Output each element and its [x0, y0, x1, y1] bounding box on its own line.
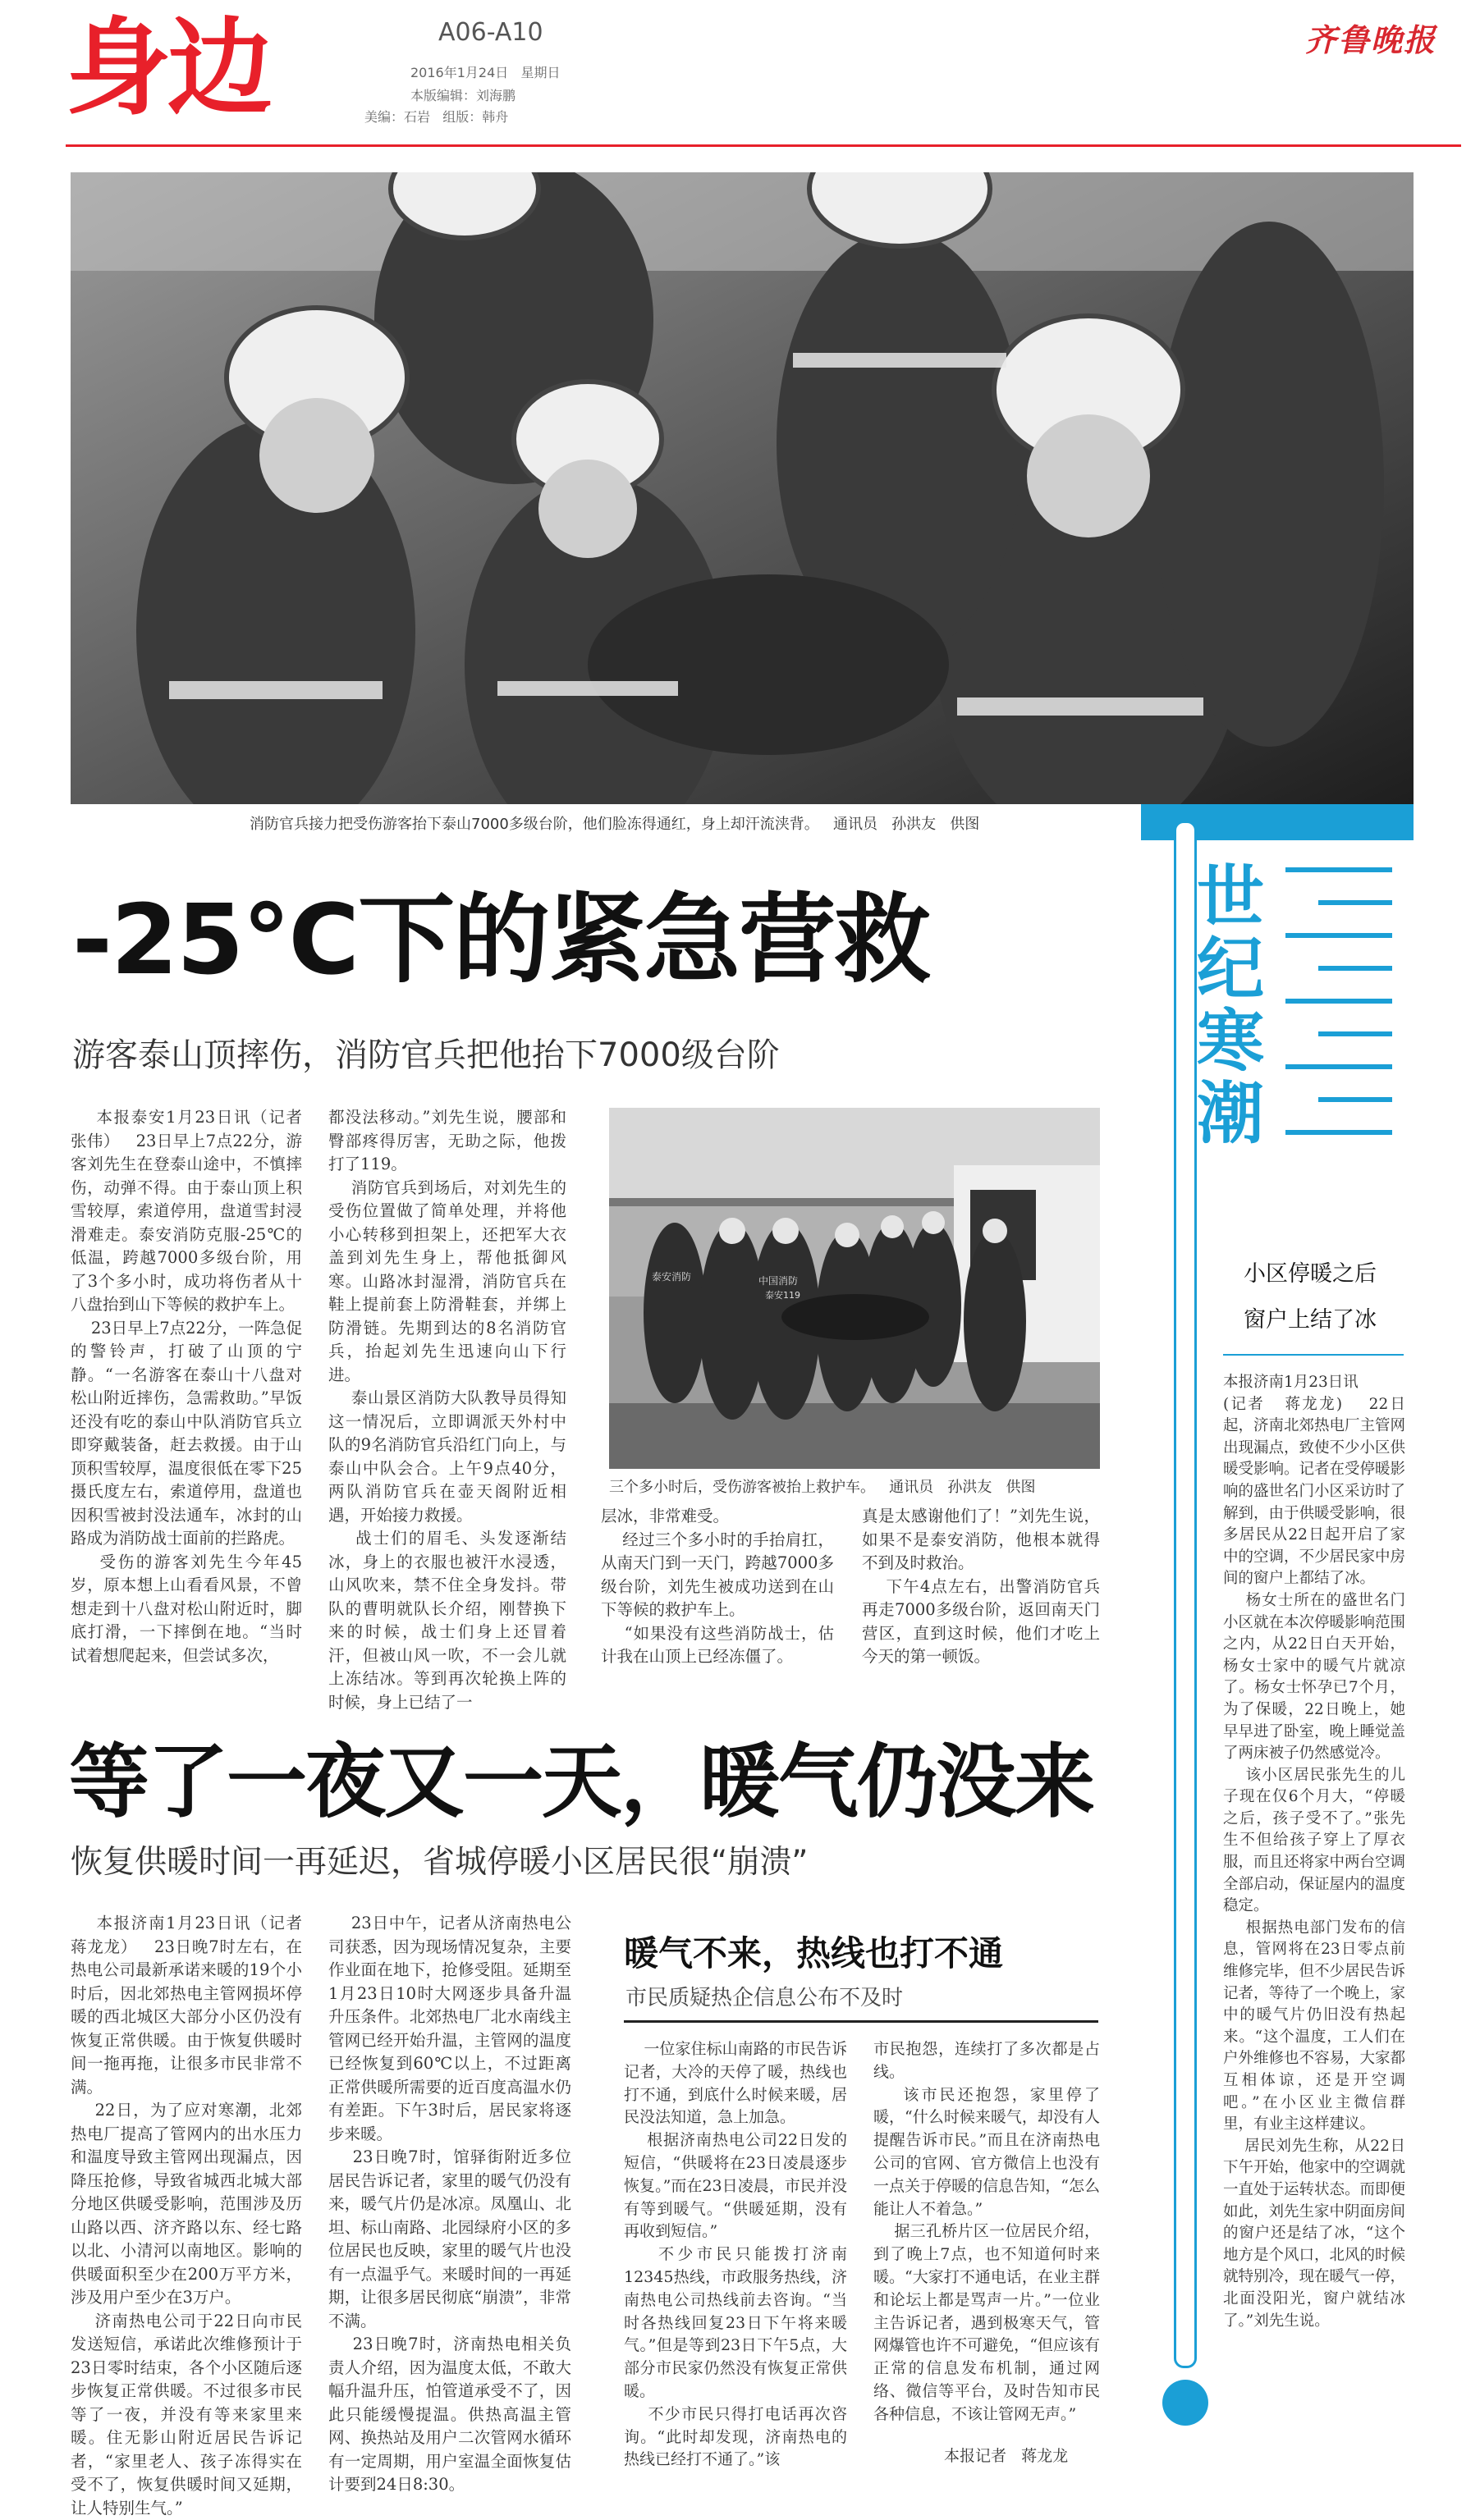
main-photo-caption: 消防官兵接力把受伤游客抬下泰山7000多级台阶，他们脸冻得通红，身上却汗流浃背。 通讯员 孙洪友 供图: [250, 816, 980, 833]
story2-col2: 23日中午，记者从济南热电公司获悉，因为现场情况复杂，主要作业面在地下，抢修受阻。延期至1月23日10时大网逐步具备升温升压条件。北郊热电厂北水南线主管网已经开始升温，主管网的温度已经恢复到60℃以上，不过距离正常供暖所需要的近百度高温水仍有差距。下午3时后，居民家将逐步来暖。 23日晚7时，馆驿街附近多位居民告诉记者，家里的暖气仍没有来，暖气片仍是冰凉。凤凰山、北坦、标山南路、北园绿府小区的多位居民也反映，家里的暖气片也没有一点温乎气。来暖时间的一再延期，让很多居民彻底“崩溃”，非常不满。 23日晚7时，济南热电相关负责人介绍，因为温度太低，不敢大幅升温升压，怕管道承受不了，因此只能缓慢提温。供热高温主管网、换热站及用户二次管网水循环有一定周期，用户室温全面恢复估计要到24日8:30。: [328, 1914, 571, 2494]
sidebar-body: 本报济南1月23日讯 (记者 蒋龙龙) 22日起，济南北郊热电厂主管网出现漏点，致使不少小区供暖受影响。记者在受停暖影响的盛世名门小区采访时了解到，由于供暖受影响，很多居民从22日起开启了家中的空调，不少居民家中房间的窗户上都结了冰。 杨女士所在的盛世名门小区就在本次停暖影响范围之内，从22日白天开始，杨女士家中的暖气片就凉了。杨女士怀孕已7个月，为了保暖，22日晚上，她早早进了卧室，晚上睡觉盖了两床被子仍然感觉冷。 该小区居民张先生的儿子现在仅6个月大，“停暖之后，孩子受不了。”张先生不但给孩子穿上了厚衣服，而且还将家中两台空调全部启动，保证屋内的温度稳定。 根据热电部门发布的信息，管网将在23日零点前维修完毕，但不少居民告诉记者，等待了一个晚上，家中的暖气片仍旧没有热起来。“这个温度，工人们在户外维修也不容易，大家都互相体谅，还是开空调吧。”在小区业主微信群里，有业主这样建议。 居民刘先生称，从22日下午开始，他家中的空调就一直处于运转状态。而即便如此，刘先生家中阴面房间的窗户还是结了冰，“这个地方是个风口，北风的时候就特别冷，现在暖气一停，北面没阳光，窗户就结冰了。”刘先生说。: [1223, 1374, 1406, 2330]
story2-col4: 市民抱怨，连续打了多次都是占线。 该市民还抱怨，家里停了暖，“什么时候来暖气，却没有人提醒告诉市民。”而且在济南热电公司的官网、官方微信上也没有一点关于停暖的信息告知，“怎么能让人不着急。” 据三孔桥片区一位居民介绍，到了晚上7点，也不知道何时来暖。“大家打不通电话，在业主群和论坛上都是骂声一片。”一位业主告诉记者，遇到极寒天气，管网爆管也许不可避免，“但应该有正常的信息发布机制，通过网络、微信等平台，及时告知市民各种信息，不该让管网无声。”: [873, 2040, 1100, 2423]
story2-sub-rule: [624, 2020, 1098, 2023]
ambulance-photo: [609, 1108, 1100, 1469]
story1-col2: 都没法移动。”刘先生说，腰部和臀部疼得厉害，无助之际，他拨打了119。 消防官兵到场后，对刘先生的受伤位置做了简单处理，并将他小心转移到担架上，还把军大衣盖到刘先生身上，帮他抵御风寒。山路冰封湿滑，消防官兵在鞋上提前套上防滑鞋套，并绑上防滑链。先期到达的8名消防官兵，抬起刘先生迅速向山下行进。 泰山景区消防大队教导员得知这一情况后，立即调派天外村中队的9名消防官兵沿红门向上，与泰山中队会合。上午9点40分，两队消防官兵在壶天阁附近相遇，开始接力救援。 战士们的眉毛、头发逐渐结冰，身上的衣服也被汗水浸透，山风吹来，禁不住全身发抖。带队的曹明就队长介绍，刚替换下来的时候，战士们身上还冒着汗，但被山风一吹，不一会儿就上冻结冰。等到再次轮换上阵的时候，身上已结了一: [328, 1108, 566, 1712]
page-range: A06-A10: [438, 18, 543, 47]
story2-sub-subhead: 市民质疑热企信息公布不及时: [625, 1986, 904, 2010]
series-title-char: 世: [1197, 858, 1265, 936]
firefighters-illustration: [71, 172, 1414, 804]
page-editor: 本版编辑：刘海鹏: [410, 88, 516, 103]
thermometer-scale: [1285, 862, 1400, 1157]
story1-subheadline: 游客泰山顶摔伤，消防官兵把他抬下7000级台阶: [72, 1036, 780, 1074]
sidebar-subhead: [1220, 1251, 1400, 1343]
story2-subheadline: 恢复供暖时间一再延迟，省城停暖小区居民很“崩溃”: [71, 1844, 809, 1881]
sidebar-subhead-line: 窗户上结了冰: [1244, 1307, 1377, 1333]
uniform-label: 中国消防: [758, 1275, 799, 1287]
uniform-label: 泰安119: [765, 1290, 800, 1301]
story1-col1: 本报泰安1月23日讯（记者 张伟） 23日早上7点22分，游客刘先生在登泰山途中，不慎摔伤，动弹不得。由于泰山顶上积雪较厚，索道停用，盘道雪封浸滑难走。泰安消防克服-25℃的低温，跨越7000多级台阶，用了3个多小时，成功将伤者从十八盘抬到山下等候的救护车上。 23日早上7点22分，一阵急促的警铃声，打破了山顶的宁静。“一名游客在泰山十八盘对松山附近摔伤，急需救助。”早饭还没有吃的泰山中队消防官兵立即穿戴装备，赶去救援。由于山顶积雪较厚，温度很低在零下25摄氏度左右，索道停用，盘道也因积雪被封没法通车，冰封的山路成为消防战士面前的拦路虎。 受伤的游客刘先生今年45岁，原本想上山看看风景，不曾想走到十八盘对松山附近时，脚底打滑，一下摔倒在地。“当时试着想爬起来，但尝试多次，: [71, 1108, 302, 1665]
story2-sub-headline: 暖气不来，热线也打不通: [624, 1933, 1004, 1973]
thermometer-bulb: [1162, 2380, 1208, 2426]
series-title-char: 纪: [1197, 931, 1265, 1008]
header-rule: [66, 144, 1461, 147]
series-title-char: 寒: [1197, 1003, 1265, 1081]
story1-col3: 层冰，非常难受。 经过三个多小时的手抬肩扛，从南天门到一天门，跨越7000多级台阶，刘先生被成功送到在山下等候的救护车上。 “如果没有这些消防战士，估计我在山顶上已经冻僵了。: [601, 1507, 834, 1666]
ambulance-illustration: [609, 1108, 1100, 1469]
story2-col3: 一位家住标山南路的市民告诉记者，大冷的天停了暖，热线也打不通，到底什么时候来暖，居民没法知道，急上加急。 根据济南热电公司22日发的短信，“供暖将在23日凌晨逐步恢复。”而在23日凌晨，市民并没有等到暖气。“供暖延期，没有再收到短信。” 不少市民只能拨打济南12345热线，市政服务热线，济南热电公司热线前去咨询。“当时各热线回复23日下午将来暖气。”但是等到23日下午5点，大部分市民家仍然没有恢复正常供暖。 不少市民只得打电话再次咨询。“此时却发现，济南热电的热线已经打不通了。”该: [624, 2040, 847, 2469]
sidebar-subhead-rule: [1223, 1354, 1404, 1356]
art-editor: 美编：石岩 组版：韩舟: [364, 109, 509, 125]
sidebar-panel: [1141, 804, 1414, 2445]
thermometer-tube: [1174, 821, 1197, 2368]
story2-headline: 等了一夜又一天，暖气仍没来: [69, 1736, 1094, 1829]
uniform-label: 泰安消防: [652, 1271, 692, 1283]
story1-col4: 真是太感谢他们了！”刘先生说，如果不是泰安消防，他根本就得不到及时救治。 下午4点左右，出警消防官兵再走7000多级台阶，返回南天门营区，直到这时候，他们才吃上今天的第一顿饭。: [862, 1507, 1100, 1666]
story2-byline: 本报记者 蒋龙龙: [944, 2447, 1069, 2465]
masthead-logo: 齐鲁晚报: [1305, 21, 1437, 58]
series-title-char: 潮: [1197, 1075, 1265, 1153]
series-title: [1197, 858, 1279, 1153]
section-title: [66, 7, 345, 130]
story2-col1: 本报济南1月23日讯（记者 蒋龙龙） 23日晚7时左右，在热电公司最新承诺来暖的19个小时后，因北郊热电主管网损坏停暖的西北城区大部分小区仍没有恢复正常供暖。由于恢复供暖时间一拖再拖，让很多市民非常不满。 22日，为了应对寒潮，北郊热电厂提高了管网内的出水压力和温度导致主管网出现漏点，因降压抢修，导致省城西北城大部分地区供暖受影响，范围涉及历山路以西、济齐路以东、经七路以北、小清河以南地区。影响的供暖面积至少在200万平方米，涉及用户至少在3万户。 济南热电公司于22日向市民发送短信，承诺此次维修预计于23日零时结束，各个小区随后逐步恢复正常供暖。不过很多市民等了一夜，并没有等来家里来暖。住无影山附近居民告诉记者，“家里老人、孩子冻得实在受不了，恢复供暖时间又延期，让人特别生气。”: [71, 1914, 302, 2518]
sidebar-subhead-line: 小区停暖之后: [1244, 1261, 1377, 1287]
issue-date: 2016年1月24日 星期日: [410, 65, 561, 80]
section-title-text: 身边: [66, 7, 270, 130]
main-photo: [71, 172, 1414, 804]
story1-headline: -25℃下的紧急营救: [72, 883, 930, 996]
ambulance-photo-caption: 三个多小时后，受伤游客被抬上救护车。 通讯员 孙洪友 供图: [609, 1479, 1036, 1496]
